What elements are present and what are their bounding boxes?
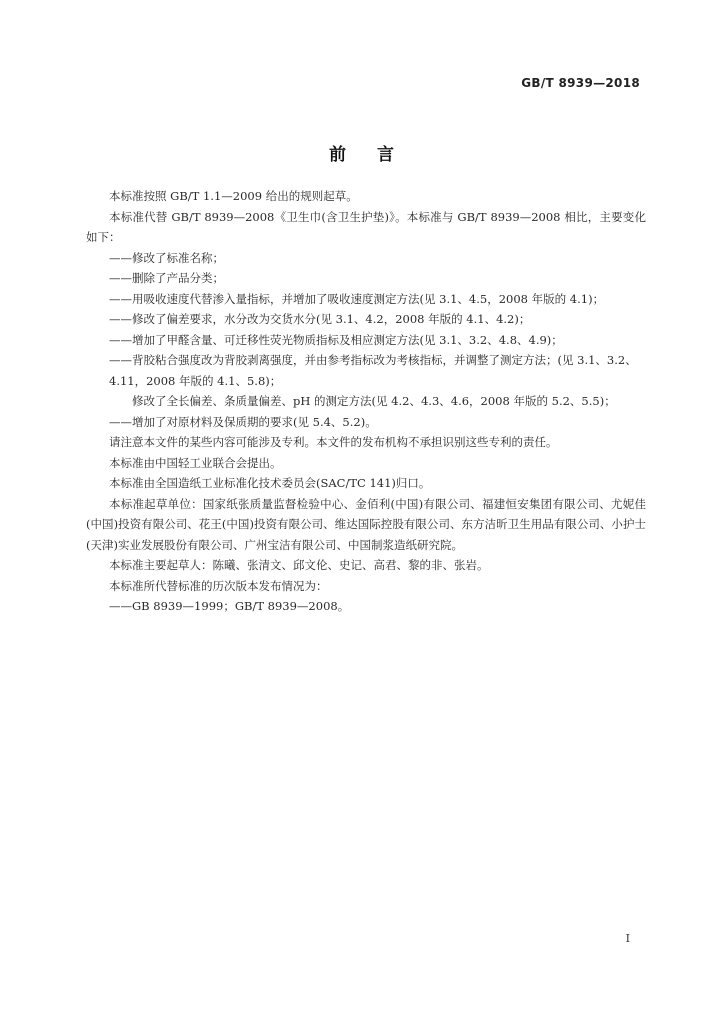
paragraph-proposed-by: 本标准由中国轻工业联合会提出。 (109, 455, 282, 470)
list-item-text: ——背胶粘合强度改为背胶剥离强度，并由参考指标改为考核指标，并调整了测定方法；(见 3.1、3.2、4.11，2008 年版的 4.1、5.8)； (109, 353, 637, 388)
list-item: ——增加了甲醛含量、可迁移性荧光物质指标及相应测定方法(见 3.1、3.2、4.8、4.9)； (109, 332, 563, 347)
page-title (0, 140, 724, 165)
standard-code: GB/T 8939—2018 (521, 76, 640, 90)
paragraph-drafting-rules: 本标准按照 GB/T 1.1—2009 给出的规则起草。 (109, 189, 358, 203)
paragraph-patent-notice: 请注意本文件的某些内容可能涉及专利。本文件的发布机构不承担识别这些专利的责任。 (109, 435, 558, 449)
paragraph-drafters: 本标准主要起草人：陈曦、张清文、邱文伦、史记、高君、黎的非、张岩。 (109, 558, 489, 572)
title-char-1: 前 (329, 145, 347, 165)
paragraph-replaces: 本标准代替 GB/T 8939—2008《卫生巾(含卫生护垫)》。本标准与 GB/T 8939—2008 相比，主要变化如下： (86, 209, 646, 244)
paragraph-centralized-by: 本标准由全国造纸工业标准化技术委员会(SAC/TC 141)归口。 (109, 476, 431, 490)
paragraph-history-intro: 本标准所代替标准的历次版本发布情况为： (109, 578, 328, 593)
list-item: 修改了全长偏差、条质量偏差、pH 的测定方法(见 4.2、4.3、4.6，2008 年版的 5.2、5.5)； (132, 394, 616, 408)
paragraph-drafting-units: 本标准起草单位：国家纸张质量监督检验中心、金佰利(中国)有限公司、福建恒安集团有限公司、尤妮佳(中国)投资有限公司、花王(中国)投资有限公司、维达国际控股有限公司、东方洁昕卫生用品有限公司、小护士(天津)实业发展股份有限公司、广州宝洁有限公司、中国制浆造纸研究院。 (86, 496, 646, 552)
title-char-2: 言 (377, 145, 395, 165)
list-item (86, 350, 646, 391)
page-number: I (625, 932, 630, 945)
list-item: ——修改了偏差要求，水分改为交货水分(见 3.1、4.2，2008 年版的 4.1、4.2)； (109, 312, 531, 326)
list-item: ——修改了标准名称； (109, 250, 224, 265)
list-item-history: ——GB 8939—1999；GB/T 8939—2008。 (109, 599, 350, 613)
list-item: ——增加了对原材料及保质期的要求(见 5.4、5.2)。 (109, 414, 377, 429)
list-item: ——删除了产品分类； (109, 271, 224, 285)
foreword-body (86, 186, 646, 617)
list-item: ——用吸收速度代替渗入量指标，并增加了吸收速度测定方法(见 3.1、4.5，2008 年版的 4.1)； (109, 291, 605, 306)
